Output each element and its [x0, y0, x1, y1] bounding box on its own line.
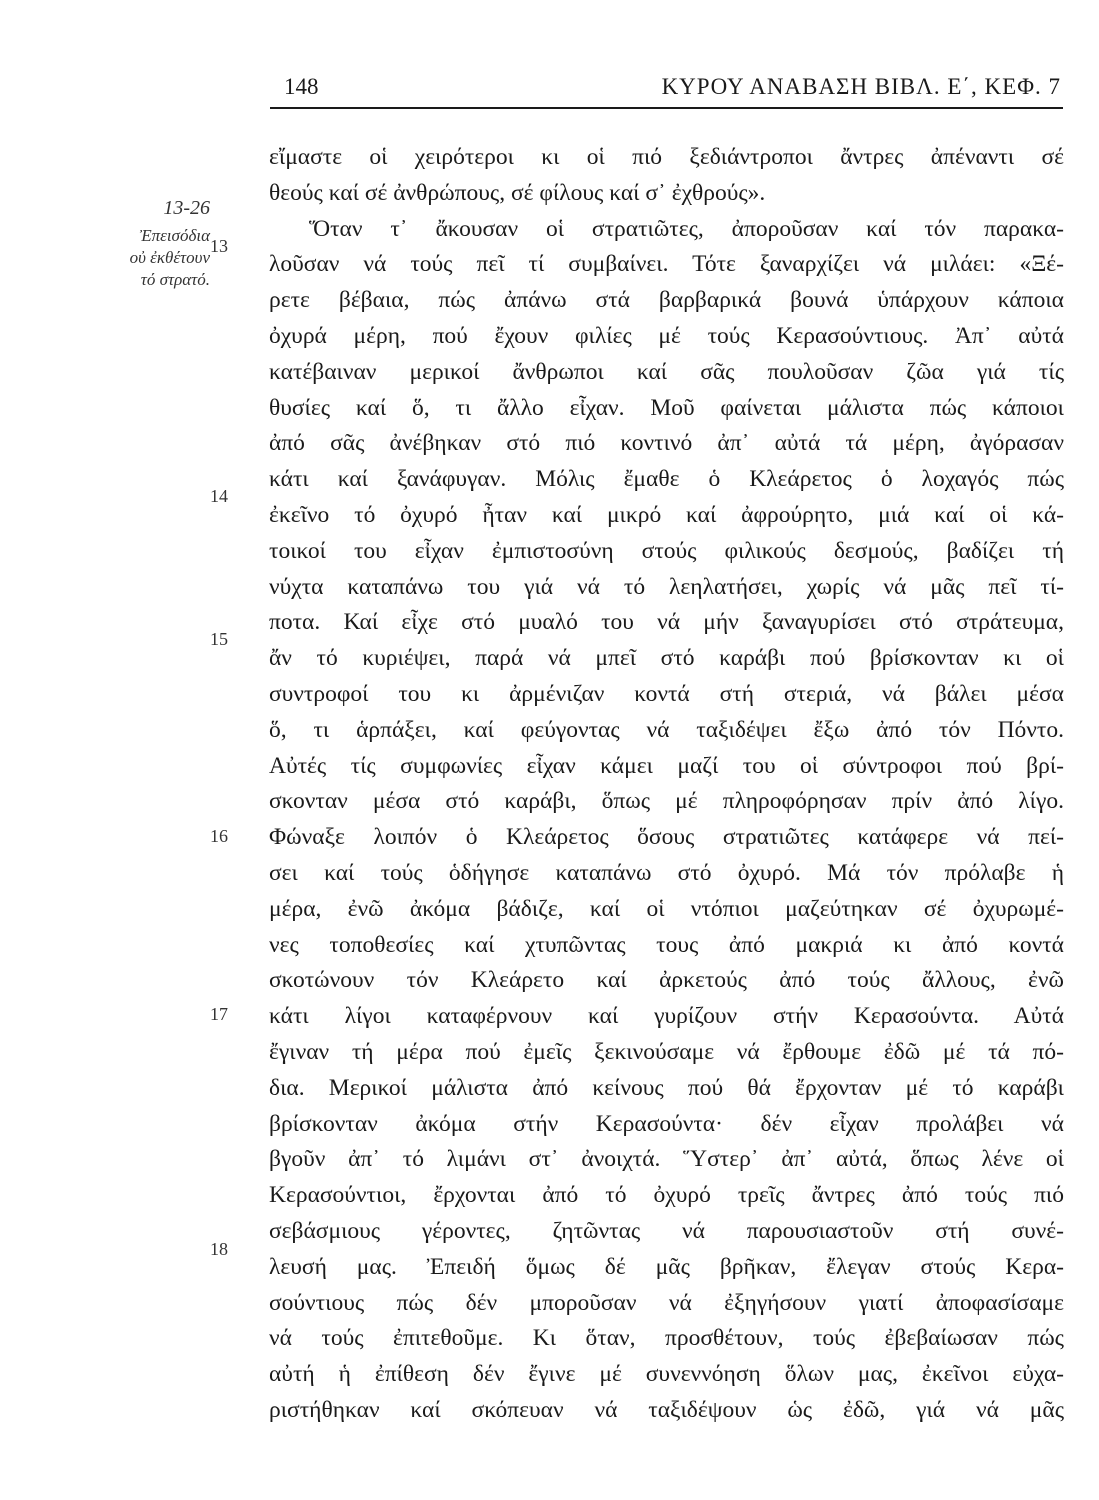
text-line: ἐκεῖνο τό ὀχυρό ἦταν καί μικρό καί ἀφρούρητο, μιά καί οἱ κά-	[269, 501, 1064, 528]
text-line: λοῦσαν νά τούς πεῖ τί συμβαίνει. Τότε ξαναρχίζει νά μιλάει: «Ξέ-	[269, 251, 1064, 278]
text-line: βγοῦν ἀπ᾽ τό λιμάνι στ᾽ ἀνοιχτά. Ὕστερ᾽ ἀπ᾽ αὐτά, ὅπως λένε οἱ	[269, 1146, 1064, 1173]
text-line: λευσή μας. Ἐπειδή ὅμως δέ μᾶς βρῆκαν, ἔλεγαν στούς Κερα-	[269, 1253, 1064, 1280]
text-line: σεβάσμιους γέροντες, ζητῶντας νά παρουσιαστοῦν στή συνέ-	[269, 1217, 1064, 1244]
text-line: συντροφοί του κι ἀρμένιζαν κοντά στή στεριά, νά βάλει μέσα	[269, 680, 1064, 707]
page-number: 148	[284, 74, 319, 99]
text-line: ρετε βέβαια, πώς ἀπάνω στά βαρβαρικά βουνά ὑπάρχουν κάποια	[269, 287, 1064, 314]
running-head: ΚΥΡΟΥ ΑΝΑΒΑΣΗ ΒΙΒΛ. Ε΄, ΚΕΦ. 7	[661, 74, 1061, 99]
text-line: ἀπό σᾶς ἀνέβηκαν στό πιό κοντινό ἀπ᾽ αὐτά τά μέρη, ἀγόρασαν	[269, 430, 1064, 457]
text-line: ριστήθηκαν καί σκόπευαν νά ταξιδέψουν ὡς ἐδῶ, γιά νά μᾶς	[269, 1396, 1064, 1423]
text-line: Κερασούντιοι, ἔρχονται ἀπό τό ὀχυρό τρεῖς ἄντρες ἀπό τούς πιό	[269, 1182, 1064, 1209]
text-line: νες τοποθεσίες καί χτυπῶντας τους ἀπό μακριά κι ἀπό κοντά	[269, 931, 1064, 958]
text-line: ὀχυρά μέρη, πού ἔχουν φιλίες μέ τούς Κερασούντιους. Ἀπ᾽ αὐτά	[269, 322, 1064, 349]
text-line: Φώναξε λοιπόν ὁ Κλεάρετος ὅσους στρατιῶτες κατάφερε νά πεί-	[269, 824, 1064, 851]
text-line: σούντιους πώς δέν μποροῦσαν νά ἐξηγήσουν γιατί ἀποφασίσαμε	[269, 1289, 1064, 1316]
section-number-15: 15	[210, 629, 228, 649]
text-line: ἄν τό κυριέψει, παρά νά μπεῖ στό καράβι πού βρίσκονταν κι οἱ	[269, 645, 1064, 672]
margin-note-range: 13-26	[163, 197, 210, 219]
text-line: νύχτα καταπάνω του γιά νά τό λεηλατήσει, χωρίς νά μᾶς πεῖ τί-	[269, 573, 1064, 600]
margin-note-line: Ἐπεισόδια	[139, 226, 210, 245]
text-line: ἔγιναν τή μέρα πού ἐμεῖς ξεκινούσαμε νά ἔρθουμε ἐδῶ μέ τά πό-	[269, 1038, 1064, 1065]
text-line: κάτι λίγοι καταφέρνουν καί γυρίζουν στήν Κερασούντα. Αὐτά	[269, 1003, 1064, 1030]
section-number-13: 13	[210, 236, 228, 256]
text-line: ποτα. Καί εἶχε στό μυαλό του νά μήν ξαναγυρίσει στό στράτευμα,	[269, 609, 1064, 636]
text-line: ὅ, τι ἁρπάξει, καί φεύγοντας νά ταξιδέψει ἔξω ἀπό τόν Πόντο.	[269, 716, 1064, 743]
section-number-16: 16	[210, 826, 228, 846]
text-line: Αὐτές τίς συμφωνίες εἶχαν κάμει μαζί του οἱ σύντροφοι πού βρί-	[269, 752, 1064, 779]
margin-note-line: τό στρατό.	[140, 270, 210, 289]
margin-note-line: οὐ ἐκθέτουν	[129, 248, 210, 267]
text-line: νά τούς ἐπιτεθοῦμε. Κι ὅταν, προσθέτουν, τούς ἐβεβαίωσαν πώς	[269, 1325, 1064, 1352]
text-line: κατέβαιναν μερικοί ἄνθρωποι καί σᾶς πουλοῦσαν ζῶα γιά τίς	[269, 358, 1064, 385]
body-text	[269, 140, 1064, 1429]
section-number-17: 17	[210, 1004, 228, 1024]
margin-note	[60, 197, 210, 291]
header-rule	[270, 107, 1063, 109]
text-line: δια. Μερικοί μάλιστα ἀπό κείνους πού θά ἔρχονταν μέ τό καράβι	[269, 1074, 1064, 1101]
text-line: αὐτή ἡ ἐπίθεση δέν ἔγινε μέ συνεννόηση ὅλων μας, ἐκεῖνοι εὐχα-	[269, 1361, 1064, 1388]
page-header	[270, 70, 1063, 110]
text-line: Ὅταν τ᾽ ἄκουσαν οἱ στρατιῶτες, ἀποροῦσαν καί τόν παρακα-	[309, 215, 1064, 242]
section-number-18: 18	[210, 1239, 228, 1259]
text-line: εἴμαστε οἱ χειρότεροι κι οἱ πιό ξεδιάντροποι ἄντρες ἀπέναντι σέ	[269, 144, 1064, 170]
text-line: βρίσκονταν ἀκόμα στήν Κερασούντα· δέν εἶχαν προλάβει νά	[269, 1110, 1064, 1137]
text-line: σκοτώνουν τόν Κλεάρετο καί ἀρκετούς ἀπό τούς ἄλλους, ἐνῶ	[269, 967, 1064, 994]
text-line: θυσίες καί ὅ, τι ἄλλο εἶχαν. Μοῦ φαίνεται μάλιστα πώς κάποιοι	[269, 394, 1064, 421]
text-line: σκονταν μέσα στό καράβι, ὅπως μέ πληροφόρησαν πρίν ἀπό λίγο.	[269, 788, 1064, 815]
text-line: τοικοί του εἶχαν ἐμπιστοσύνη στούς φιλικούς δεσμούς, βαδίζει τή	[269, 537, 1064, 564]
section-number-14: 14	[210, 486, 228, 506]
text-line: θεούς καί σέ ἀνθρώπους, σέ φίλους καί σ᾽ ἐχθρούς».	[269, 179, 766, 206]
text-line: κάτι καί ξανάφυγαν. Μόλις ἔμαθε ὁ Κλεάρετος ὁ λοχαγός πώς	[269, 466, 1064, 493]
text-line: μέρα, ἐνῶ ἀκόμα βάδιζε, καί οἱ ντόπιοι μαζεύτηκαν σέ ὀχυρωμέ-	[269, 895, 1064, 922]
text-line: σει καί τούς ὁδήγησε καταπάνω στό ὀχυρό. Μά τόν πρόλαβε ἡ	[269, 859, 1064, 886]
